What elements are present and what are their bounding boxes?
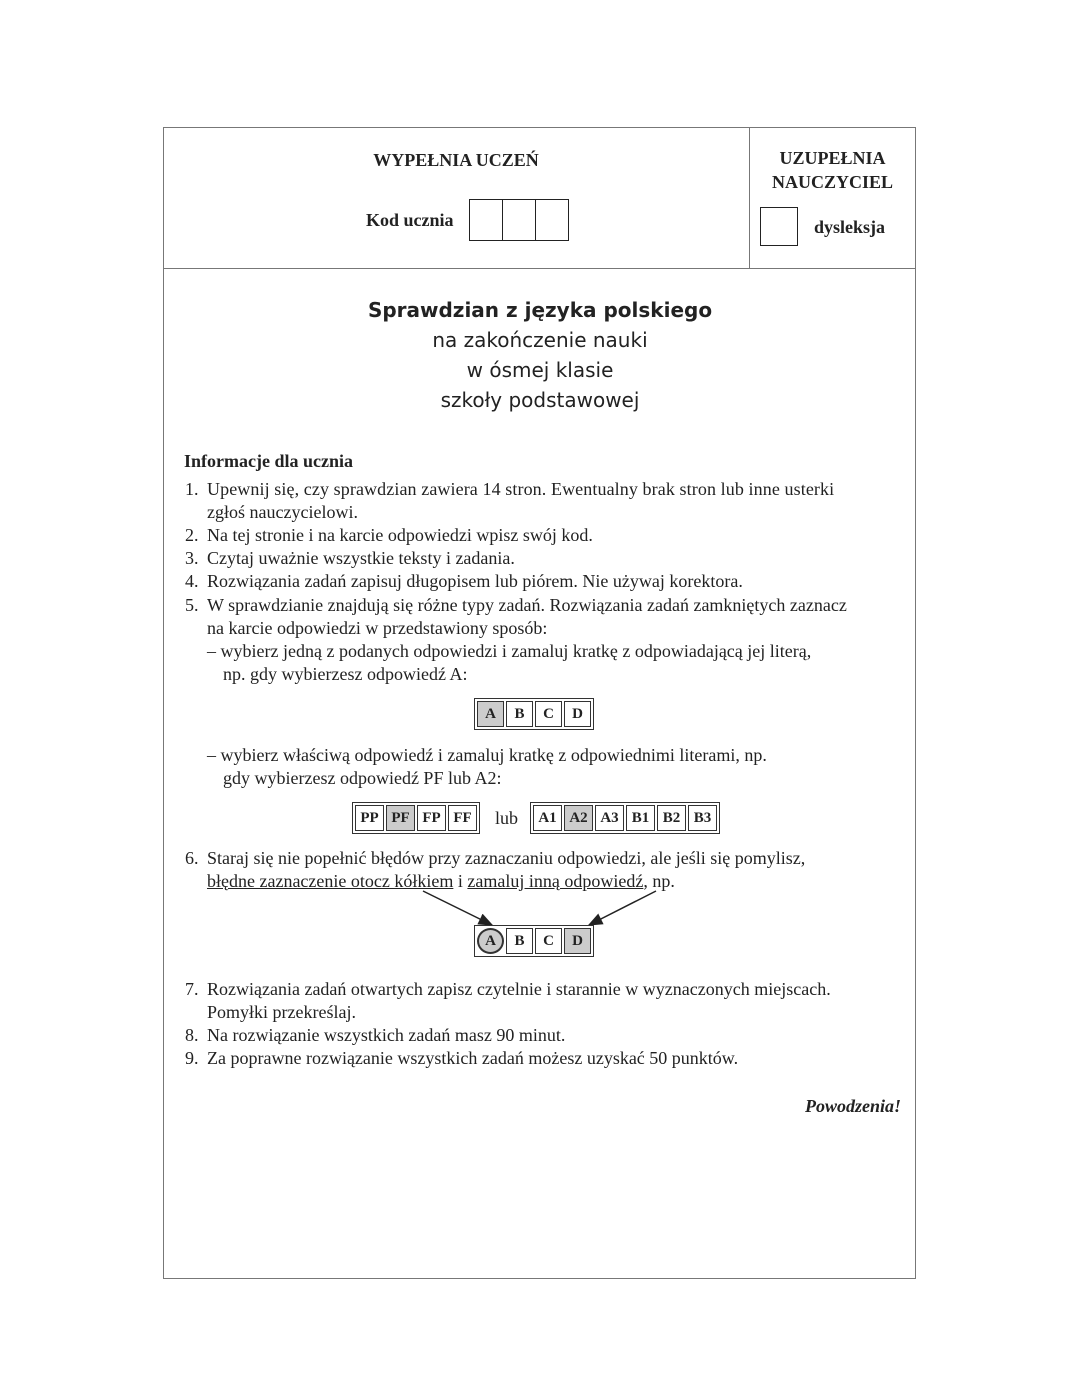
answer-box: A [477, 701, 504, 727]
closing-text: Powodzenia! [804, 1096, 901, 1116]
student-section-label: WYPEŁNIA UCZEŃ [373, 150, 539, 170]
item-number: 1. [185, 479, 199, 499]
item-text: Rozwiązania zadań otwartych zapisz czytelnie i starannie w wyznaczonych miejscach. [207, 979, 831, 999]
item-text: Pomyłki przekreślaj. [207, 1002, 356, 1022]
answer-box: B [506, 928, 533, 954]
student-code-label: Kod ucznia [366, 210, 454, 230]
item-text: błędne zaznaczenie otocz kółkiem i zamaluj inną odpowiedź, np. [207, 871, 675, 891]
answer-box: B1 [626, 805, 655, 831]
answer-box: D [564, 928, 591, 954]
answer-box: D [564, 701, 591, 727]
answer-example-correction [474, 925, 594, 957]
item-text: Za poprawne rozwiązanie wszystkich zadań możesz uzyskać 50 punktów. [207, 1048, 739, 1068]
arrow-icon [423, 891, 492, 925]
answer-box: A2 [564, 805, 593, 831]
exam-title: Sprawdzian z języka polskiego [367, 298, 713, 322]
exam-subtitle: na zakończenie nauki [432, 328, 648, 352]
item-text: Staraj się nie popełnić błędów przy zaznaczaniu odpowiedzi, ale jeśli się pomylisz, [207, 848, 806, 868]
item-text: Upewnij się, czy sprawdzian zawiera 14 stron. Ewentualny brak stron lub inne usterki [207, 479, 835, 499]
or-label: lub [495, 808, 519, 828]
dyslexia-label: dysleksja [814, 217, 886, 237]
answer-box: C [535, 701, 562, 727]
answer-box: PP [355, 805, 384, 831]
answer-box: C [535, 928, 562, 954]
answer-box-circled: A [477, 928, 504, 954]
item-number: 8. [185, 1025, 199, 1045]
item-text: Na rozwiązanie wszystkich zadań masz 90 minut. [207, 1025, 566, 1045]
answer-box: A3 [595, 805, 624, 831]
item-number: 6. [185, 848, 199, 868]
item-text: Czytaj uważnie wszystkie teksty i zadania. [207, 548, 515, 568]
item-text: Na tej stronie i na karcie odpowiedzi wpisz swój kod. [207, 525, 593, 545]
item-number: 9. [185, 1048, 199, 1068]
answer-box: FP [417, 805, 446, 831]
item-text: Rozwiązania zadań zapisuj długopisem lub piórem. Nie używaj korektora. [207, 571, 743, 591]
item-text: na karcie odpowiedzi w przedstawiony sposób: [207, 618, 548, 638]
teacher-section-label: UZUPEŁNIA NAUCZYCIEL [771, 148, 894, 192]
answer-box: B [506, 701, 533, 727]
answer-box: A1 [533, 805, 562, 831]
item-number: 7. [185, 979, 199, 999]
item-number: 4. [185, 571, 199, 591]
item-number: 3. [185, 548, 199, 568]
exam-subtitle: w ósmej klasie [466, 358, 614, 382]
item-text: – wybierz właściwą odpowiedź i zamaluj kratkę z odpowiednimi literami, np. [207, 745, 767, 765]
item-text: – wybierz jedną z podanych odpowiedzi i zamaluj kratkę z odpowiadającą jej literą, [207, 641, 812, 661]
item-text: W sprawdzianie znajdują się różne typy zadań. Rozwiązania zadań zamkniętych zaznacz [207, 595, 847, 615]
answer-box: FF [448, 805, 477, 831]
item-text: zgłoś nauczycielowi. [207, 502, 358, 522]
info-heading: Informacje dla ucznia [184, 451, 353, 471]
item-text: np. gdy wybierzesz odpowiedź A: [223, 664, 468, 684]
answer-box: B3 [688, 805, 717, 831]
exam-subtitle: szkoły podstawowej [440, 388, 640, 412]
answer-box: PF [386, 805, 415, 831]
item-text: gdy wybierzesz odpowiedź PF lub A2: [223, 768, 502, 788]
item-number: 2. [185, 525, 199, 545]
arrow-icon [589, 891, 656, 925]
item-number: 5. [185, 595, 199, 615]
answer-box: B2 [657, 805, 686, 831]
